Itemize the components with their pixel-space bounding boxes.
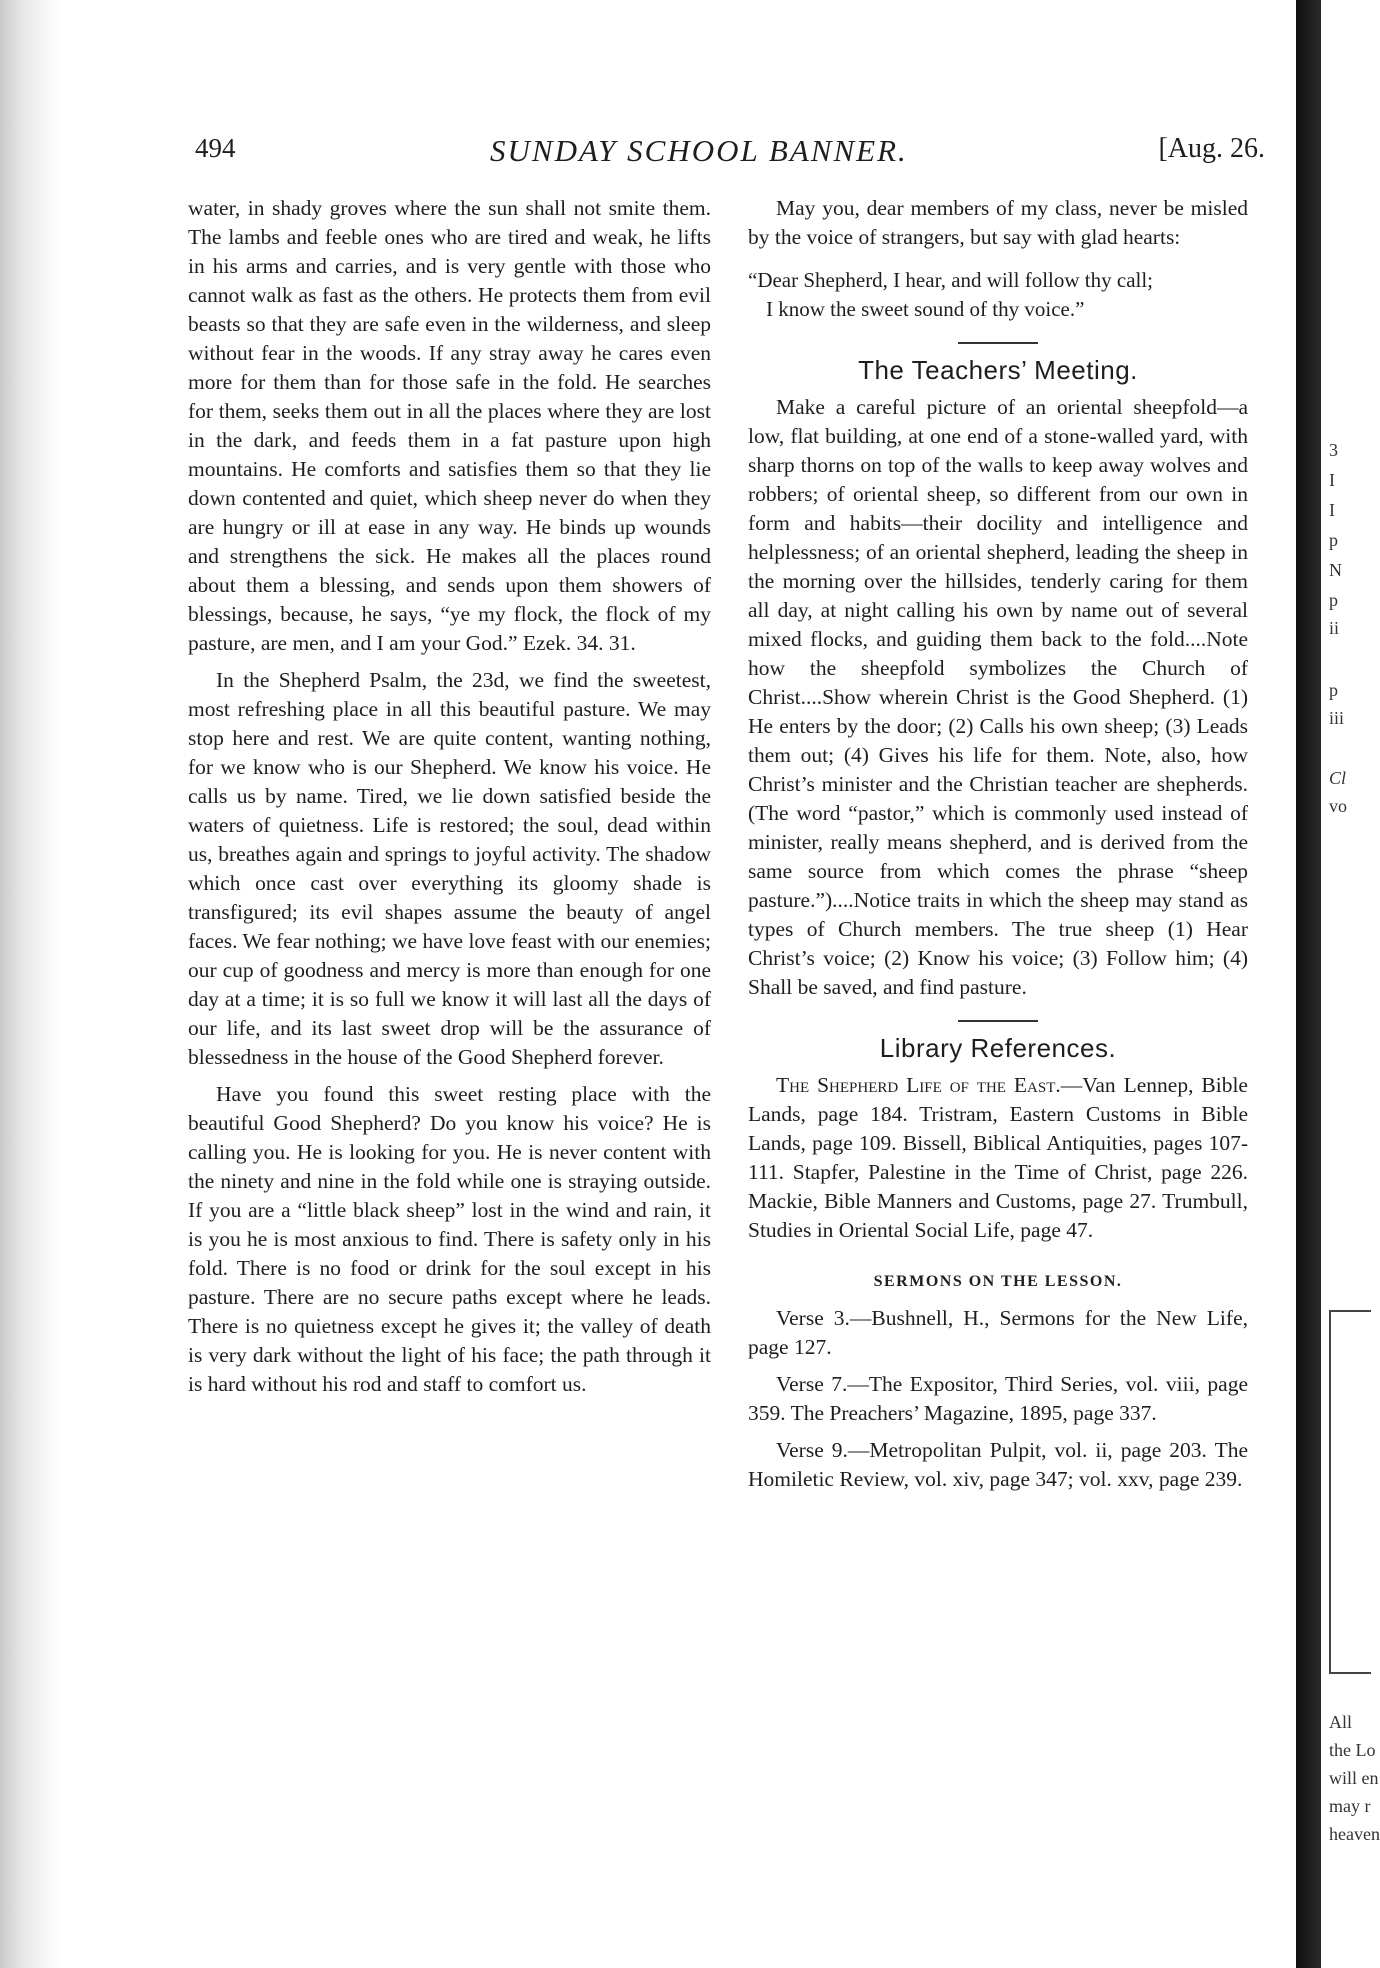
paragraph: water, in shady groves where the sun shall not smite them. The lambs and feeble ones who are tired and weak, he lifts in his arms and carries, and is very gentle with those who cannot walk as fast as the others. He protects them from evil beasts so that they are safe even in the wilderness, and sleep without fear in the woods. If any stray away he cares even more for them than for those safe in the fold. He searches for them, seeks them out in all the places where they are lost in the dark, and feeds them in a fat pasture upon high mountains. He comforts and satisfies them so that they lie down contented and quiet, which sheep never do when they are hungry or ill at ease in any way. He binds up wounds and strengthens the sick. He makes all the places round about them a blessing, and sends upon them showers of blessings, because, he says, “ye my flock, the flock of my pasture, are men, and I am your God.” Ezek. 34. 31. <box>188 196 711 655</box>
subsection-heading: SERMONS ON THE LESSON. <box>873 1273 1123 1290</box>
paragraph <box>748 1071 1248 1245</box>
page-header <box>195 133 1265 173</box>
paragraph: Have you found this sweet resting place with the beautiful Good Shepherd? Do you know his voice? He is calling you. He is looking for you. He is never content with the ninety and nine in the fold while one is straying outside. If you are a “little black sheep” lost in the wind and rain, it is you he is most anxious to find. There is safety only in his fold. There is no food or drink for the soul except in his pasture. There are no secure paths except where he leads. There is no quietness except he gives it; the valley of death is very dark without the light of his face; the path through it is hard without his rod and staff to comfort us. <box>188 1082 711 1396</box>
adjacent-fragment: 3 <box>1329 440 1338 460</box>
adjacent-fragment: may r <box>1329 1796 1371 1816</box>
adjacent-fragment: heaven <box>1329 1824 1380 1844</box>
section-divider <box>958 1020 1038 1022</box>
paragraph: Make a careful picture of an oriental sheepfold—a low, flat building, at one end of a stone-walled yard, with sharp thorns on top of the walls to keep away wolves and robbers; of oriental sheep, so different from our own in form and habits—their docility and intelligence and helplessness; of an oriental shepherd, leading the sheep in the morning over the hillsides, tenderly caring for them all day, at night calling his own by name out of several mixed flocks, and guiding them back to the fold....Note how the sheepfold symbolizes the Church of Christ....Show wherein Christ is the Good Shepherd. (1) He enters by the door; (2) Calls his own sheep; (3) Leads them out; (4) Gives his life for them. Note, also, how Christ’s minister and the Christian teacher are shepherds. (The word “pastor,” which is commonly used instead of minister, really means shepherd, and is derived from the same source from which comes the phrase “sheep pasture.”)....Notice traits in which the sheep may stand as types of Church members. The true sheep (1) Hear Christ’s voice; (2) Know his voice; (3) Follow him; (4) Shall be saved, and find pasture. <box>748 395 1248 999</box>
section-heading: Library References. <box>879 1033 1117 1063</box>
running-title: SUNDAY SCHOOL BANNER. <box>490 133 908 168</box>
adjacent-fragment: N <box>1329 560 1342 580</box>
adjacent-fragment: p <box>1329 590 1338 610</box>
paragraph: In the Shepherd Psalm, the 23d, we find the sweetest, most refreshing place in all this beautiful pasture. We may stop here and rest. We are quite content, wanting nothing, for we know who is our Shepherd. We know his voice. He calls us by name. Tired, we lie down satisfied beside the waters of quietness. Life is restored; the soul, dead within us, breathes again and springs to joyful activity. The shadow which once cast over everything its gloomy shade is transfigured; its evil shapes assume the beauty of angel faces. We fear nothing; we have love feast with our enemies; our cup of goodness and mercy is more than enough for one day at a time; it is so full we know it will last all the days of our life, and its last sweet drop will be the assurance of blessedness in the house of the Good Shepherd forever. <box>188 668 711 1069</box>
issue-date: [Aug. 26. <box>1158 133 1265 164</box>
book-spine-shadow <box>0 0 60 1968</box>
left-column <box>188 194 711 1399</box>
verse-quote <box>748 266 1248 324</box>
adjacent-fragment: iii <box>1329 708 1345 728</box>
adjacent-fragment: I <box>1329 500 1335 520</box>
paragraph: May you, dear members of my class, never be misled by the voice of strangers, but say with glad hearts: <box>748 196 1248 249</box>
paragraph: Verse 9.—Metropolitan Pulpit, vol. ii, page 203. The Homiletic Review, vol. xiv, page 347; vol. xxv, page 239. <box>748 1438 1248 1491</box>
adjacent-page-edge <box>1296 0 1380 1968</box>
adjacent-fragment: will en <box>1329 1768 1379 1788</box>
quote-line: I know the sweet sound of thy voice.” <box>766 297 1085 321</box>
adjacent-fragment: ii <box>1329 618 1340 638</box>
page-number: 494 <box>195 133 236 163</box>
reference-lead: The Shepherd Life of the East. <box>776 1073 1061 1097</box>
adjacent-fragment: p <box>1329 680 1338 700</box>
section-divider <box>958 342 1038 344</box>
adjacent-fragment: Cl <box>1329 768 1347 788</box>
adjacent-fragment: vo <box>1329 796 1347 816</box>
adjacent-fragment: the Lo <box>1329 1740 1376 1760</box>
paragraph: Verse 3.—Bushnell, H., Sermons for the New Life, page 127. <box>748 1306 1248 1359</box>
right-column <box>748 194 1248 1494</box>
reference-text: —Van Lennep, Bible Lands, page 184. Tristram, Eastern Customs in Bible Lands, page 109. Bissell, Biblical Antiquities, pages 107-111. Stapfer, Palestine in the Time of Christ, page 226. Mackie, Bible Manners and Customs, page 27. Trumbull, Studies in Oriental Social Life, page 47. <box>748 1073 1248 1242</box>
page-gutter <box>1299 0 1321 1968</box>
paragraph: Verse 7.—The Expositor, Third Series, vol. viii, page 359. The Preachers’ Magazine, 1895, page 337. <box>748 1372 1248 1425</box>
adjacent-fragment: All <box>1329 1712 1353 1732</box>
quote-line: “Dear Shepherd, I hear, and will follow thy call; <box>748 268 1154 292</box>
section-heading: The Teachers’ Meeting. <box>858 355 1138 385</box>
adjacent-fragment: p <box>1329 530 1338 550</box>
adjacent-fragment: I <box>1329 470 1335 490</box>
adjacent-illustration-frame <box>1329 1310 1371 1674</box>
